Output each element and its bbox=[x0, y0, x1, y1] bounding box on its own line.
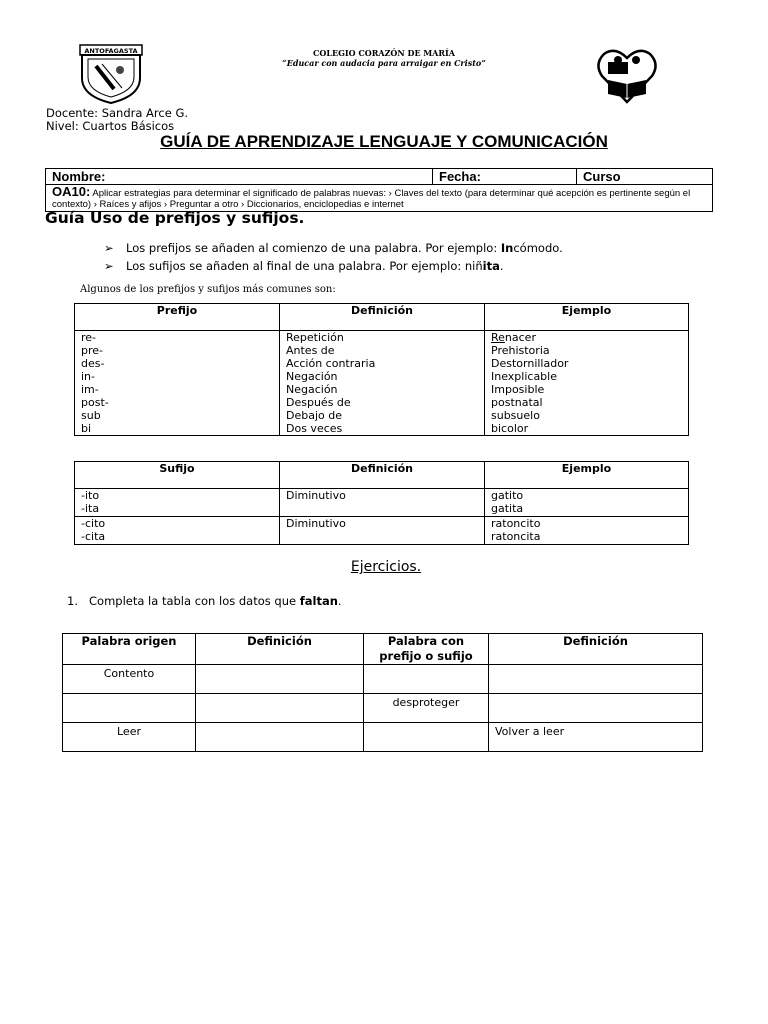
affixed-word-cell: desproteger bbox=[364, 694, 489, 723]
exercise-table bbox=[62, 633, 703, 752]
col-header: Sufijo bbox=[75, 462, 280, 489]
suffix-text: -cito bbox=[81, 517, 106, 530]
bullet-bold: ita bbox=[482, 259, 500, 273]
table-row bbox=[75, 331, 689, 345]
oa-text: Aplicar estrategias para determinar el significado de palabras nuevas: › Claves del texto (para determinar qué acepción es pertinente según el contexto) › Raíces y afijos › Preguntar a otro › Diccionarios, enciclopedias e internet bbox=[52, 188, 691, 210]
exercise-bold: faltan bbox=[299, 594, 338, 608]
prefix-cell: post- bbox=[75, 396, 280, 409]
suffix-text: -ita bbox=[81, 502, 100, 515]
arrow-bullet-icon: ➢ bbox=[104, 241, 114, 255]
prefix-cell: bi bbox=[75, 422, 280, 436]
table-row bbox=[63, 665, 703, 694]
teacher-line: Docente: Sandra Arce G. bbox=[46, 106, 189, 120]
table-row bbox=[75, 422, 689, 436]
school-motto: “Educar con audacia para arraigar en Cristo” bbox=[282, 58, 486, 68]
table-row bbox=[75, 344, 689, 357]
origin-word-answer-cell[interactable] bbox=[63, 694, 196, 723]
exercise-1-instruction bbox=[67, 594, 342, 608]
definition-cell: Después de bbox=[280, 396, 485, 409]
definition-cell: Debajo de bbox=[280, 409, 485, 422]
definition-cell: Diminutivo bbox=[280, 489, 485, 517]
origin-word-cell: Contento bbox=[63, 665, 196, 694]
date-label[interactable]: Fecha: bbox=[433, 169, 577, 185]
col-header: Palabra con prefijo o sufijo bbox=[364, 634, 489, 665]
level-line: Nivel: Cuartos Básicos bbox=[46, 119, 175, 133]
bullet-rest: . bbox=[499, 259, 504, 273]
col-header: Ejemplo bbox=[485, 462, 689, 489]
definition-cell: Negación bbox=[280, 370, 485, 383]
definition-answer-cell[interactable] bbox=[489, 665, 703, 694]
suffix-cell bbox=[75, 489, 280, 517]
learning-objective bbox=[46, 185, 713, 212]
prefix-cell: sub bbox=[75, 409, 280, 422]
crest-text: ANTOFAGASTA bbox=[84, 47, 138, 55]
example-cell: postnatal bbox=[485, 396, 689, 409]
definition-answer-cell[interactable] bbox=[489, 694, 703, 723]
table-row bbox=[75, 383, 689, 396]
prefix-cell: im- bbox=[75, 383, 280, 396]
definition-answer-cell[interactable] bbox=[196, 694, 364, 723]
col-header: Palabra origen bbox=[63, 634, 196, 665]
example-cell: Prehistoria bbox=[485, 344, 689, 357]
page-title: GUÍA DE APRENDIZAJE LENGUAJE Y COMUNICACIÓN bbox=[160, 132, 608, 151]
prefix-cell: des- bbox=[75, 357, 280, 370]
arrow-bullet-icon: ➢ bbox=[104, 259, 114, 273]
example-cell bbox=[485, 517, 689, 545]
example-cell: Inexplicable bbox=[485, 370, 689, 383]
definition-cell: Volver a leer bbox=[489, 723, 703, 752]
bullet-prefixes bbox=[104, 241, 563, 255]
guide-title: Guía Uso de prefijos y sufijos. bbox=[45, 209, 305, 227]
col-header: Definición bbox=[280, 462, 485, 489]
example-text: ratoncito bbox=[491, 517, 541, 530]
definition-cell: Repetición bbox=[280, 331, 485, 345]
definition-cell: Diminutivo bbox=[280, 517, 485, 545]
example-text: gatita bbox=[491, 502, 524, 515]
bullet-suffixes bbox=[104, 259, 504, 273]
table-row bbox=[63, 694, 703, 723]
exercise-text: Completa la tabla con los datos que bbox=[89, 594, 300, 608]
example-cell: bicolor bbox=[485, 422, 689, 436]
example-text: ratoncita bbox=[491, 530, 541, 543]
affixed-word-answer-cell[interactable] bbox=[364, 665, 489, 694]
prefix-cell: re- bbox=[75, 331, 280, 345]
definition-cell: Antes de bbox=[280, 344, 485, 357]
definition-answer-cell[interactable] bbox=[196, 665, 364, 694]
exercises-heading: Ejercicios. bbox=[350, 559, 422, 575]
example-prefix-underlined: Re bbox=[491, 331, 505, 344]
student-info-table bbox=[45, 168, 713, 212]
col-header: Definición bbox=[489, 634, 703, 665]
origin-word-cell: Leer bbox=[63, 723, 196, 752]
bullet-text: Los sufijos se añaden al final de una palabra. Por ejemplo: niñ bbox=[126, 259, 483, 273]
intro-text: Algunos de los prefijos y sufijos más comunes son: bbox=[80, 284, 336, 295]
course-label[interactable]: Curso bbox=[577, 169, 713, 185]
exercise-number: 1. bbox=[67, 594, 78, 608]
definition-cell: Dos veces bbox=[280, 422, 485, 436]
table-row bbox=[75, 489, 689, 517]
table-row bbox=[75, 396, 689, 409]
example-cell: Destornillador bbox=[485, 357, 689, 370]
affixed-word-answer-cell[interactable] bbox=[364, 723, 489, 752]
example-cell bbox=[485, 489, 689, 517]
school-name: COLEGIO CORAZÓN DE MARÍA bbox=[313, 48, 455, 58]
example-cell: subsuelo bbox=[485, 409, 689, 422]
example-text: gatito bbox=[491, 489, 524, 502]
example-cell: Imposible bbox=[485, 383, 689, 396]
name-label[interactable]: Nombre: bbox=[46, 169, 433, 185]
suffix-table bbox=[74, 461, 689, 545]
bullet-bold: In bbox=[500, 241, 514, 255]
example-rest: nacer bbox=[504, 331, 536, 344]
prefix-cell: pre- bbox=[75, 344, 280, 357]
definition-cell: Acción contraria bbox=[280, 357, 485, 370]
table-row bbox=[75, 370, 689, 383]
suffix-text: -ito bbox=[81, 489, 100, 502]
suffix-text: -cita bbox=[81, 530, 106, 543]
table-row bbox=[75, 517, 689, 545]
col-header: Definición bbox=[196, 634, 364, 665]
bullet-text: Los prefijos se añaden al comienzo de una palabra. Por ejemplo: bbox=[126, 241, 501, 255]
prefix-cell: in- bbox=[75, 370, 280, 383]
definition-cell: Negación bbox=[280, 383, 485, 396]
oa-code: OA10: bbox=[52, 184, 91, 199]
col-header: Prefijo bbox=[75, 304, 280, 331]
example-cell bbox=[485, 331, 689, 345]
exercise-end: . bbox=[337, 594, 342, 608]
suffix-cell bbox=[75, 517, 280, 545]
prefix-table bbox=[74, 303, 689, 436]
definition-answer-cell[interactable] bbox=[196, 723, 364, 752]
col-header: Definición bbox=[280, 304, 485, 331]
table-row bbox=[75, 357, 689, 370]
bullet-rest: cómodo. bbox=[513, 241, 563, 255]
col-header: Ejemplo bbox=[485, 304, 689, 331]
table-row bbox=[63, 723, 703, 752]
table-row bbox=[75, 409, 689, 422]
